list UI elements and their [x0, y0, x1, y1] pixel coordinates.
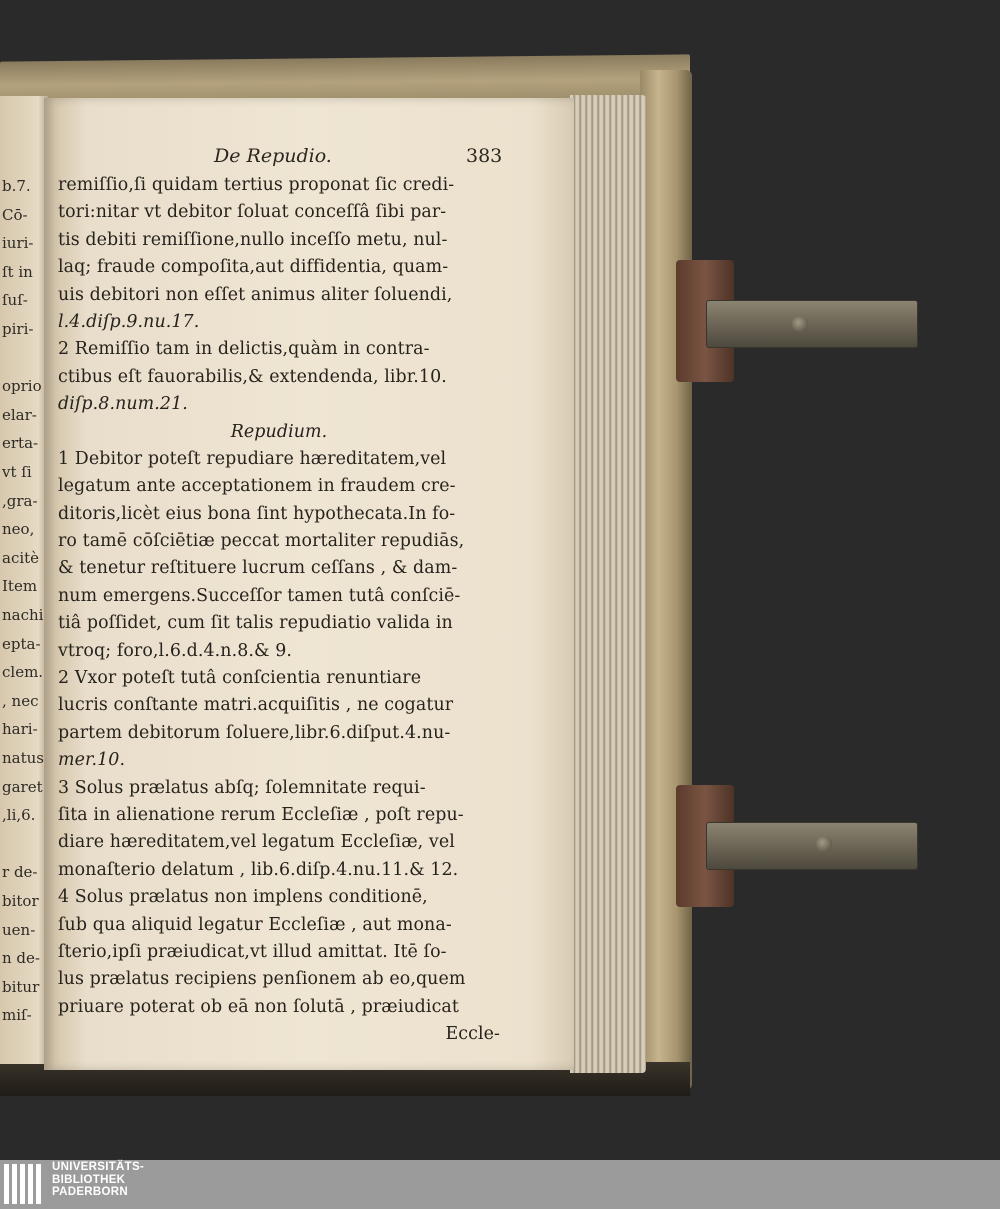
- text-line: 2 Remiſſio tam in delictis,quàm in contra-: [58, 339, 430, 360]
- text-line: lucris conſtante matri.acquiſitis , ne cogatur: [58, 695, 454, 716]
- left-page-fragment: vt ſi: [2, 463, 32, 481]
- text-line: l.4.diſp.9.nu.17.: [58, 311, 200, 332]
- left-page-fragment: miſ-: [2, 1006, 32, 1025]
- text-line: ſterio,ipſi præiudicat,vt illud amittat. Itē ſo-: [58, 941, 447, 962]
- text-line: priuare poterat ob eā non ſolutā , præiudicat: [58, 996, 459, 1017]
- text-line: remiſſio,ſi quidam tertius proponat ſic credi-: [58, 175, 455, 195]
- text-line: mer.10.: [58, 750, 126, 771]
- text-line: tori:nitar vt debitor ſoluat conceſſâ ſibi par-: [58, 202, 447, 223]
- left-page-fragment: bitur: [2, 977, 40, 996]
- text-line: ro tamē cōſciētiæ peccat mortaliter repudiās,: [58, 531, 465, 552]
- text-line: 2 Vxor poteſt tutâ conſcientia renuntiare: [58, 668, 422, 689]
- logo-line-1: UNIVERSITÄTS-: [52, 1161, 145, 1173]
- text-line: legatum ante acceptationem in fraudem cre-: [58, 476, 456, 497]
- text-line: laq; fraude compoſita,aut diffidentia, quam-: [58, 257, 449, 278]
- library-logo-icon: [4, 1164, 44, 1204]
- left-page-fragment: ſuſ-: [2, 291, 28, 310]
- text-line: uis debitori non eſſet animus aliter ſoluendi,: [58, 284, 453, 305]
- left-page-fragment: piri-: [2, 320, 34, 338]
- left-page-fragment: acitè: [2, 548, 40, 567]
- text-line: 3 Solus prælatus abſq; ſolemnitate requi-: [58, 777, 426, 798]
- left-page-fragment: b.7.: [2, 177, 31, 195]
- text-line: Repudium.: [230, 421, 328, 442]
- page-stack-edges: [570, 95, 646, 1073]
- text-line: lus prælatus recipiens penſionem ab eo,quem: [58, 969, 466, 990]
- text-line: Eccle-: [445, 1024, 500, 1045]
- text-line: ditoris,licèt eius bona ſint hypothecata.In fo-: [58, 503, 456, 524]
- logo-line-2: BIBLIOTHEK: [52, 1173, 126, 1186]
- text-line: partem debitorum ſoluere,libr.6.diſput.4.nu-: [58, 722, 451, 743]
- page-number: 383: [466, 145, 503, 167]
- text-line: tiâ poſſidet, cum ſit talis repudiatio valida in: [58, 613, 453, 634]
- text-line: 1 Debitor poteſt repudiare hæreditatem,vel: [58, 448, 447, 469]
- left-page-fragment: n de-: [2, 949, 40, 968]
- left-page-fragment: ,gra-: [2, 491, 38, 510]
- left-page-fragment: hari-: [2, 720, 38, 739]
- left-page-fragment: natus: [2, 749, 44, 767]
- left-page-fragment: elar-: [2, 405, 37, 424]
- left-page-fragment: erta-: [2, 434, 39, 453]
- text-line: ſita in alienatione rerum Eccleſiæ , poſt repu-: [58, 804, 464, 825]
- text-line: monaſterio delatum , lib.6.diſp.4.nu.11.& 12.: [58, 859, 459, 880]
- text-line: ctibus eſt fauorabilis,& extendenda, libr.10.: [58, 366, 447, 387]
- left-page-fragment: Cō-: [2, 205, 28, 224]
- text-line: num emergens.Succeſſor tamen tutâ conſciē-: [58, 585, 461, 606]
- text-line: ſub qua aliquid legatur Eccleſiæ , aut mona-: [58, 914, 452, 935]
- library-footer-bar: [0, 1160, 1000, 1209]
- left-page-fragment: ſt in: [2, 262, 33, 281]
- left-page-fragment: Item: [2, 577, 38, 596]
- text-line: diſp.8.num.21.: [58, 394, 188, 415]
- left-page-fragment: epta-: [2, 634, 41, 653]
- left-page-fragment: bitor: [2, 892, 39, 910]
- left-page-fragment: clem.: [2, 663, 44, 682]
- text-line: 4 Solus prælatus non implens conditionē,: [58, 887, 428, 908]
- book-cover-fore-edge: [640, 70, 692, 1090]
- running-head: De Repudio.: [214, 145, 332, 167]
- left-page-fragment: ,li,6.: [2, 806, 36, 825]
- left-page-fragment: nachi: [2, 606, 44, 624]
- left-page-fragment: iuri-: [2, 234, 34, 253]
- left-page-fragment: r de-: [2, 863, 38, 882]
- text-line: diare hæreditatem,vel legatum Eccleſiæ, vel: [58, 832, 455, 853]
- text-line: & tenetur reſtituere lucrum ceſſans , & dam-: [58, 558, 458, 579]
- left-page-fragment: uen-: [2, 920, 36, 939]
- page-text-block: [58, 172, 500, 1049]
- text-line: tis debiti remiſſione,nullo inceſſo metu, nul-: [58, 229, 448, 250]
- left-page-fragment: , nec: [2, 691, 39, 710]
- text-line: vtroq; foro,l.6.d.4.n.8.& 9.: [58, 640, 292, 661]
- left-page-fragment: garet: [2, 777, 43, 796]
- logo-line-3: PADERBORN: [52, 1186, 128, 1198]
- left-page-fragment: oprio: [2, 377, 42, 396]
- library-logo-text: [52, 1161, 144, 1199]
- left-page-fragment: neo,: [2, 520, 35, 539]
